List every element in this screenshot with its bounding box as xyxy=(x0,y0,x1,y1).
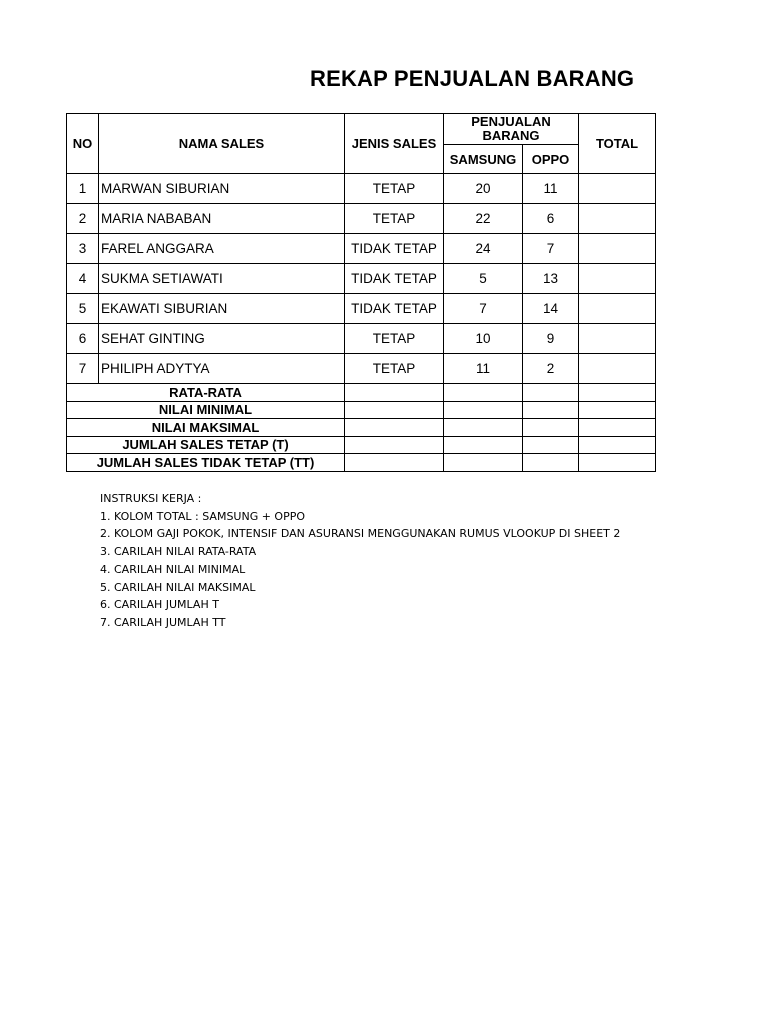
summary-label: JUMLAH SALES TETAP (T) xyxy=(67,436,345,454)
cell-jenis: TIDAK TETAP xyxy=(345,234,444,264)
summary-cell[interactable] xyxy=(444,454,523,472)
table-row xyxy=(67,204,656,234)
cell-nama: PHILIPH ADYTYA xyxy=(99,354,345,384)
cell-jenis: TETAP xyxy=(345,174,444,204)
cell-total[interactable] xyxy=(579,324,656,354)
summary-cell[interactable] xyxy=(579,401,656,419)
summary-cell[interactable] xyxy=(345,454,444,472)
instruction-item: 2. KOLOM GAJI POKOK, INTENSIF DAN ASURANSI MENGGUNAKAN RUMUS VLOOKUP DI SHEET 2 xyxy=(100,527,621,541)
cell-no: 1 xyxy=(67,174,99,204)
table-row xyxy=(67,324,656,354)
cell-total[interactable] xyxy=(579,174,656,204)
cell-no: 5 xyxy=(67,294,99,324)
cell-jenis: TIDAK TETAP xyxy=(345,294,444,324)
table-row xyxy=(67,294,656,324)
table-row xyxy=(67,234,656,264)
summary-cell[interactable] xyxy=(444,419,523,437)
instruction-item: 3. CARILAH NILAI RATA-RATA xyxy=(100,545,257,559)
table-row xyxy=(67,264,656,294)
cell-no: 2 xyxy=(67,204,99,234)
summary-cell[interactable] xyxy=(444,401,523,419)
cell-oppo: 11 xyxy=(523,174,579,204)
cell-samsung: 5 xyxy=(444,264,523,294)
summary-cell[interactable] xyxy=(579,384,656,402)
summary-cell[interactable] xyxy=(579,419,656,437)
cell-jenis: TIDAK TETAP xyxy=(345,264,444,294)
summary-label: JUMLAH SALES TIDAK TETAP (TT) xyxy=(67,454,345,472)
summary-cell[interactable] xyxy=(579,454,656,472)
cell-no: 4 xyxy=(67,264,99,294)
cell-nama: EKAWATI SIBURIAN xyxy=(99,294,345,324)
header-samsung: SAMSUNG xyxy=(444,145,523,174)
cell-total[interactable] xyxy=(579,354,656,384)
cell-samsung: 24 xyxy=(444,234,523,264)
instruction-item: 5. CARILAH NILAI MAKSIMAL xyxy=(100,580,256,594)
summary-cell[interactable] xyxy=(523,419,579,437)
summary-cell[interactable] xyxy=(345,419,444,437)
instruction-item: 6. CARILAH JUMLAH T xyxy=(100,598,219,612)
header-penjualan-barang xyxy=(444,114,579,145)
summary-cell[interactable] xyxy=(444,436,523,454)
cell-total[interactable] xyxy=(579,204,656,234)
summary-row-jumlah-tetap xyxy=(67,436,656,454)
table-row xyxy=(67,354,656,384)
header-nama-sales: NAMA SALES xyxy=(99,114,345,174)
summary-label: NILAI MINIMAL xyxy=(67,401,345,419)
instruction-item: 1. KOLOM TOTAL : SAMSUNG + OPPO xyxy=(100,509,306,523)
cell-total[interactable] xyxy=(579,264,656,294)
table-row xyxy=(67,174,656,204)
cell-no: 3 xyxy=(67,234,99,264)
cell-samsung: 22 xyxy=(444,204,523,234)
summary-cell[interactable] xyxy=(523,454,579,472)
summary-cell[interactable] xyxy=(523,384,579,402)
cell-oppo: 13 xyxy=(523,264,579,294)
summary-label: RATA-RATA xyxy=(67,384,345,402)
summary-cell[interactable] xyxy=(345,401,444,419)
instruction-item: 4. CARILAH NILAI MINIMAL xyxy=(100,562,246,576)
summary-label: NILAI MAKSIMAL xyxy=(67,419,345,437)
instruction-item: 7. CARILAH JUMLAH TT xyxy=(100,615,226,629)
cell-samsung: 7 xyxy=(444,294,523,324)
summary-cell[interactable] xyxy=(444,384,523,402)
summary-cell[interactable] xyxy=(523,401,579,419)
summary-row-nilai-maksimal xyxy=(67,419,656,437)
header-total: TOTAL xyxy=(579,114,656,174)
cell-oppo: 14 xyxy=(523,294,579,324)
cell-samsung: 10 xyxy=(444,324,523,354)
summary-cell[interactable] xyxy=(523,436,579,454)
cell-nama: MARWAN SIBURIAN xyxy=(99,174,345,204)
cell-oppo: 6 xyxy=(523,204,579,234)
cell-total[interactable] xyxy=(579,234,656,264)
header-oppo: OPPO xyxy=(523,145,579,174)
summary-row-nilai-minimal xyxy=(67,401,656,419)
summary-cell[interactable] xyxy=(345,384,444,402)
cell-nama: MARIA NABABAN xyxy=(99,204,345,234)
cell-jenis: TETAP xyxy=(345,204,444,234)
summary-row-jumlah-tidak-tetap xyxy=(67,454,656,472)
summary-row-rata-rata xyxy=(67,384,656,402)
cell-nama: SUKMA SETIAWATI xyxy=(99,264,345,294)
cell-nama: FAREL ANGGARA xyxy=(99,234,345,264)
header-no: NO xyxy=(67,114,99,174)
cell-jenis: TETAP xyxy=(345,354,444,384)
header-penjualan-barang-label: PENJUALAN BARANG xyxy=(471,114,551,143)
cell-oppo: 2 xyxy=(523,354,579,384)
cell-nama: SEHAT GINTING xyxy=(99,324,345,354)
summary-cell[interactable] xyxy=(579,436,656,454)
cell-samsung: 11 xyxy=(444,354,523,384)
cell-samsung: 20 xyxy=(444,174,523,204)
cell-oppo: 7 xyxy=(523,234,579,264)
summary-cell[interactable] xyxy=(345,436,444,454)
header-jenis-sales: JENIS SALES xyxy=(345,114,444,174)
instructions xyxy=(100,490,620,632)
instructions-heading: INSTRUKSI KERJA : xyxy=(100,492,202,505)
cell-jenis: TETAP xyxy=(345,324,444,354)
title-clip xyxy=(300,62,655,102)
cell-no: 7 xyxy=(67,354,99,384)
cell-total[interactable] xyxy=(579,294,656,324)
page-title: REKAP PENJUALAN BARANG xyxy=(310,66,635,91)
cell-oppo: 9 xyxy=(523,324,579,354)
cell-no: 6 xyxy=(67,324,99,354)
rekap-table xyxy=(66,113,656,472)
